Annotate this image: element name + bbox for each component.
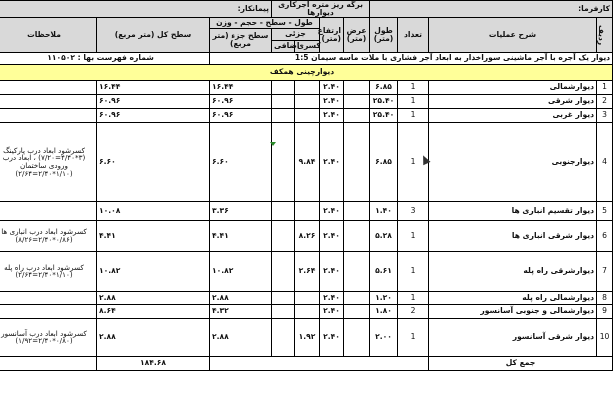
length-header: طول (متر): [370, 17, 398, 52]
length-cell: ۱.۴۰: [370, 201, 398, 220]
height-cell: ۲.۴۰: [320, 220, 344, 251]
count-cell: 1: [398, 291, 429, 304]
count-cell: 1: [398, 80, 429, 94]
count-cell: 2: [398, 304, 429, 318]
table-row: [0, 201, 613, 220]
length-cell: ۲۵.۴۰: [370, 108, 398, 122]
remarks-cell: [0, 108, 97, 122]
count-cell: 1: [398, 108, 429, 122]
deduction-cell: ۹.۸۴: [295, 122, 320, 201]
partial-cell: ۶۰.۹۶: [210, 94, 272, 108]
height-header: ارتفاع (متر): [320, 17, 344, 52]
length-cell: ۲.۰۰: [370, 318, 398, 356]
row-number: 4: [597, 122, 613, 201]
height-cell: ۲.۴۰: [320, 122, 344, 201]
table-row: [0, 122, 613, 201]
table-row: [0, 251, 613, 291]
total-cell: ۲.۸۸: [97, 318, 210, 356]
description-cell: دیوارشمالی و جنوبی آسانسور: [429, 304, 597, 318]
description-cell: دیوارشرقی راه پله: [429, 251, 597, 291]
description-cell: دیوار غربی: [429, 108, 597, 122]
remarks-cell: [0, 94, 97, 108]
row-number: 2: [597, 94, 613, 108]
row-number: 1: [597, 80, 613, 94]
row-number: 8: [597, 291, 613, 304]
length-cell: ۱.۸۰: [370, 304, 398, 318]
deduction-header: کسری: [295, 40, 320, 52]
partial-cell: ۶.۶۰: [210, 122, 272, 201]
length-cell: ۵.۶۱: [370, 251, 398, 291]
deduction-cell: ۱.۹۲: [295, 318, 320, 356]
table-row: [0, 80, 613, 94]
partial-cell: ۶۰.۹۶: [210, 108, 272, 122]
total-row: [0, 356, 613, 370]
remarks-cell: کسرشود ابعاد درب پارکینگ (۳*۴/۴۰=۷/۲۰) ، ابعاد درب ورودی ساختمان (۱/۱۰*۲/۴۰=۲/۶۴): [0, 122, 97, 201]
comment-marker-icon: [270, 142, 276, 146]
description-cell: دیوار شرقی آسانسور: [429, 318, 597, 356]
section-title: دیوارچینی همکف: [0, 64, 613, 80]
total-cell: ۱۶.۴۴: [97, 80, 210, 94]
grand-total-label: جمع کل: [429, 356, 613, 370]
height-cell: ۲.۴۰: [320, 251, 344, 291]
count-cell: 1: [398, 251, 429, 291]
partial-area-header: سطح جزء (متر مربع): [210, 28, 272, 52]
description-cell: دیوار شرقی انباری ها: [429, 220, 597, 251]
count-cell: 1: [398, 122, 429, 201]
table-row: [0, 291, 613, 304]
table-row: [0, 108, 613, 122]
table-row: [0, 304, 613, 318]
price-list-number: شماره فهرست بها : ۱۱۰۵۰۲: [0, 52, 210, 64]
remarks-header: ملاحظات: [0, 17, 97, 52]
remarks-cell: کسرشود ابعاد درب انباری ها (۰/۸۶*۲/۴۰=۸/۲۶): [0, 220, 97, 251]
row-header: ردیف: [596, 24, 606, 46]
count-cell: 3: [398, 201, 429, 220]
partial-cell: ۲.۸۸: [210, 318, 272, 356]
remarks-cell: کسرشود ابعاد درب راه پله (۱/۱۰*۲/۴۰=۲/۶۴): [0, 251, 97, 291]
breakdown-subtitle: طول - سطح - حجم - وزن: [210, 17, 320, 28]
count-header: تعداد: [398, 17, 429, 52]
row-number: 10: [597, 318, 613, 356]
partial-cell: ۱۰.۸۲: [210, 251, 272, 291]
height-cell: ۲.۴۰: [320, 318, 344, 356]
height-cell: ۲.۴۰: [320, 108, 344, 122]
total-cell: ۱۰.۰۸: [97, 201, 210, 220]
deduction-cell: ۲.۶۴: [295, 251, 320, 291]
table-row: [0, 220, 613, 251]
remarks-cell: [0, 304, 97, 318]
deduction-cell: ۸.۲۶: [295, 220, 320, 251]
remarks-cell: [0, 80, 97, 94]
total-cell: ۱۰.۸۲: [97, 251, 210, 291]
remarks-cell: [0, 201, 97, 220]
partial-cell: ۴.۳۲: [210, 304, 272, 318]
count-cell: 1: [398, 220, 429, 251]
row-number: 3: [597, 108, 613, 122]
table-row: [0, 94, 613, 108]
partial-cell: ۴.۴۱: [210, 220, 272, 251]
row-number: 9: [597, 304, 613, 318]
grand-total-value: ۱۸۴.۶۸: [97, 356, 210, 370]
count-cell: 1: [398, 94, 429, 108]
height-cell: ۲.۴۰: [320, 304, 344, 318]
height-cell: ۲.۴۰: [320, 94, 344, 108]
partial-cell: ۱۶.۴۴: [210, 80, 272, 94]
total-area-header: سطح کل (متر مربع): [97, 17, 210, 52]
table-row: [0, 318, 613, 356]
addition-header: اضافی: [272, 40, 295, 52]
length-cell: ۵.۲۸: [370, 220, 398, 251]
remarks-cell: [0, 291, 97, 304]
height-cell: ۲.۴۰: [320, 80, 344, 94]
count-cell: 1: [398, 318, 429, 356]
length-cell: ۲۵.۴۰: [370, 94, 398, 108]
description-header: شرح عملیات: [429, 17, 597, 52]
description-cell: دیوارجنوبی: [429, 122, 597, 201]
width-header: عرض (متر): [344, 17, 370, 52]
total-cell: ۶۰.۹۶: [97, 94, 210, 108]
description-cell: دیوار شرقی: [429, 94, 597, 108]
partial-cell: ۳.۳۶: [210, 201, 272, 220]
height-cell: ۲.۴۰: [320, 291, 344, 304]
partial-header: جزئی: [272, 28, 320, 40]
total-cell: ۶۰.۹۶: [97, 108, 210, 122]
total-cell: ۲.۸۸: [97, 291, 210, 304]
height-cell: ۲.۴۰: [320, 201, 344, 220]
description-cell: دیوارشمالی راه پله: [429, 291, 597, 304]
total-cell: ۶.۶۰: [97, 122, 210, 201]
breakdown-title: برگه ریز متره آجرکاری دیوارها: [272, 1, 370, 18]
contractor-label: پیمانکار:: [0, 1, 272, 18]
partial-cell: ۲.۸۸: [210, 291, 272, 304]
remarks-cell: کسرشود ابعاد درب آسانسور (۰/۸۰*۲/۴۰=۱/۹۲): [0, 318, 97, 356]
row-number: 5: [597, 201, 613, 220]
employer-label: کارفرما:: [370, 1, 613, 18]
length-cell: ۱.۲۰: [370, 291, 398, 304]
row-number: 6: [597, 220, 613, 251]
description-cell: دیوارشمالی: [429, 80, 597, 94]
length-cell: ۶.۸۵: [370, 80, 398, 94]
total-cell: ۸.۶۴: [97, 304, 210, 318]
item-description: دیوار یک آجره با آجر ماشینی سوراخدار به ابعاد آجر فشاری با ملات ماسه سیمان 1:5: [210, 52, 613, 64]
row-number: 7: [597, 251, 613, 291]
length-cell: ۶.۸۵: [370, 122, 398, 201]
description-cell: دیوار تقسیم انباری ها: [429, 201, 597, 220]
total-cell: ۴.۴۱: [97, 220, 210, 251]
